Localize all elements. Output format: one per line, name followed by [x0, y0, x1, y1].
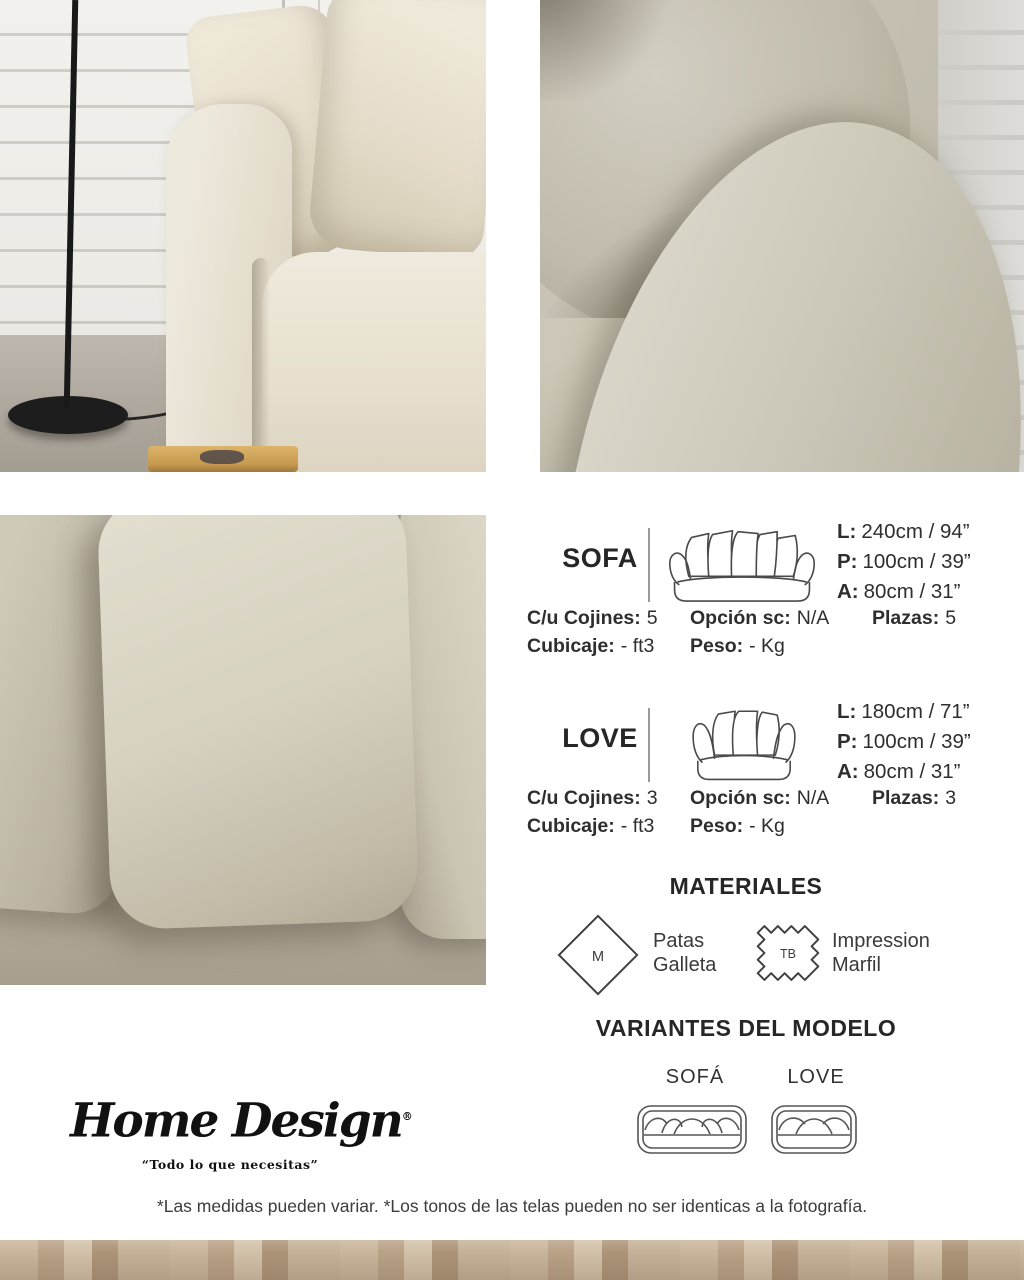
- diamond-icon: [556, 912, 640, 998]
- cubicaje-value: - ft3: [620, 815, 655, 837]
- spec-title: LOVE: [562, 723, 638, 753]
- sofa-top-view-sketch: [636, 1100, 748, 1158]
- material-label: Patas Galleta: [653, 930, 717, 976]
- opcion-value: N/A: [796, 787, 830, 809]
- svg-text:M: M: [591, 948, 605, 965]
- dimensions-list: [837, 517, 971, 607]
- dimensions-list: [837, 697, 971, 787]
- wooden-book-label: [200, 450, 244, 464]
- disclaimer-text: *Las medidas pueden variar. *Los tonos de las telas pueden no ser identicas a la fotografía.: [156, 1196, 868, 1216]
- spec-row: [520, 607, 1024, 633]
- opcion-value: N/A: [796, 607, 830, 629]
- cubicaje-label: Cubicaje:: [527, 815, 615, 837]
- opcion-label: Opción sc:: [690, 607, 791, 629]
- love-top-view-sketch: [770, 1100, 858, 1158]
- divider: [648, 708, 650, 782]
- dim-value: 100cm / 39”: [862, 730, 971, 753]
- cushion: [97, 515, 420, 930]
- registered-mark: ®: [401, 1110, 413, 1123]
- plazas-value: 5: [945, 607, 957, 629]
- sofa-seat: [262, 252, 486, 472]
- photo-sofa-corner: [0, 0, 486, 472]
- sofa-crevice-shadow: [252, 258, 270, 472]
- dim-value: 100cm / 39”: [862, 550, 971, 573]
- variant-label-sofa: SOFÁ: [665, 1066, 725, 1088]
- cojines-value: 3: [646, 787, 658, 809]
- variant-label-love: LOVE: [787, 1066, 845, 1088]
- plazas-value: 3: [945, 787, 957, 809]
- dim-label: P:: [837, 550, 858, 573]
- dim-label: L:: [837, 520, 857, 543]
- dim-label: A:: [837, 760, 859, 783]
- divider: [648, 528, 650, 602]
- dim-label: P:: [837, 730, 858, 753]
- dim-value: 80cm / 31”: [863, 760, 961, 783]
- dim-value: 180cm / 71”: [861, 700, 970, 723]
- photo-sofa-arm-closeup: [540, 0, 1024, 472]
- plazas-label: Plazas:: [872, 607, 940, 629]
- sofa-sketch: [666, 521, 818, 607]
- brand-name: Home Design®: [70, 1093, 413, 1149]
- dim-value: 240cm / 94”: [861, 520, 970, 543]
- dim-label: A:: [837, 580, 859, 603]
- dim-label: L:: [837, 700, 857, 723]
- peso-value: - Kg: [749, 815, 785, 837]
- peso-value: - Kg: [749, 635, 785, 657]
- spec-title: SOFA: [562, 543, 638, 573]
- svg-text:TB: TB: [780, 946, 796, 961]
- spec-block-sofa: [520, 515, 1024, 675]
- photo-cushions-closeup: [0, 515, 486, 985]
- cojines-value: 5: [646, 607, 658, 629]
- spec-block-love: [520, 695, 1024, 855]
- peso-label: Peso:: [690, 815, 744, 837]
- cojines-label: C/u Cojines:: [527, 787, 641, 809]
- spec-row: [520, 787, 1024, 813]
- fabric-swatch-icon: [750, 918, 826, 988]
- love-sketch: [690, 701, 798, 785]
- plazas-label: Plazas:: [872, 787, 940, 809]
- dim-value: 80cm / 31”: [863, 580, 961, 603]
- opcion-label: Opción sc:: [690, 787, 791, 809]
- spec-row: [520, 815, 1024, 841]
- marble-texture-strip: [0, 1240, 1024, 1280]
- material-label: Impression Marfil: [832, 930, 930, 976]
- spec-row: [520, 635, 1024, 661]
- peso-label: Peso:: [690, 635, 744, 657]
- materials-title: MATERIALES: [669, 873, 823, 899]
- brand-logo: [70, 1084, 413, 1172]
- cojines-label: C/u Cojines:: [527, 607, 641, 629]
- cubicaje-label: Cubicaje:: [527, 635, 615, 657]
- sofa-pillow: [307, 0, 486, 261]
- cubicaje-value: - ft3: [620, 635, 655, 657]
- variants-title: VARIANTES DEL MODELO: [595, 1015, 897, 1041]
- brand-tagline: “Todo lo que necesitas”: [141, 1156, 319, 1172]
